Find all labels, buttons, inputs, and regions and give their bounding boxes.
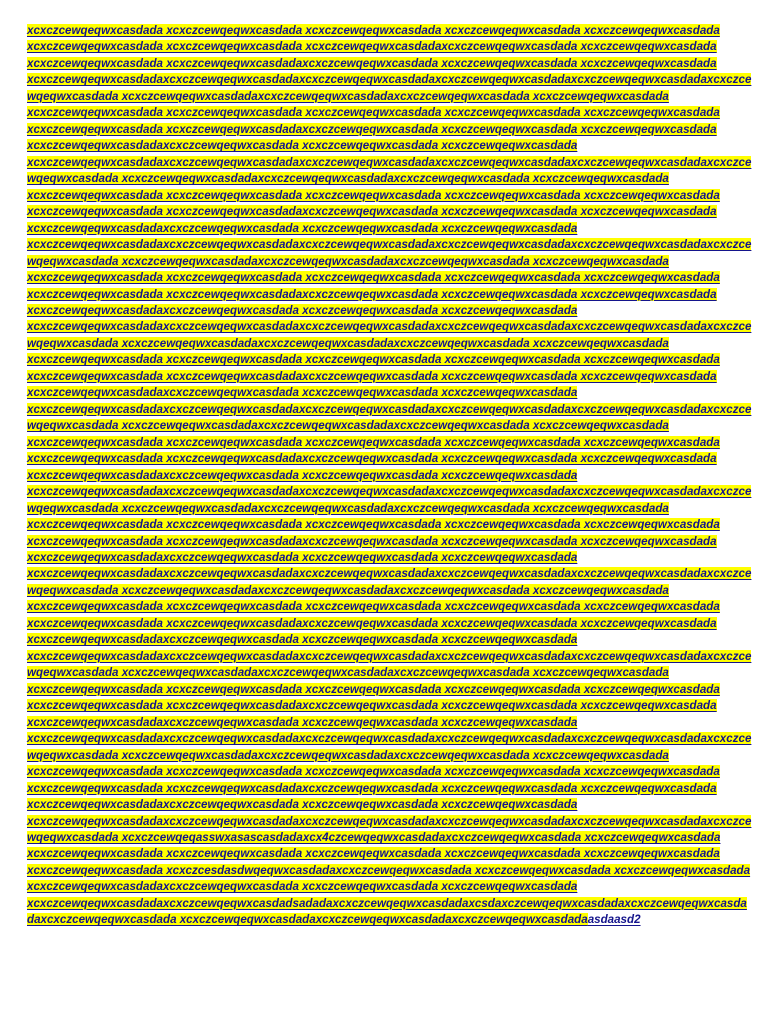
- highlighted-text: xcxczcewqeqwxcasdadaxcxczcewqeqwxcasdada xcxczcewqeqwxcasdada xcxczcewqeqwxcasdada: [27, 880, 578, 894]
- highlighted-text: wqeqwxcasdada xcxczcewqeqwxcasdadaxcxczcewqeqwxcasdadaxcxczcewqeqwxcasdada xcxczcewqeqwxcasdada: [27, 419, 669, 433]
- highlighted-text: xcxczcewqeqwxcasdada xcxczcewqeqwxcasdada xcxczcewqeqwxcasdada xcxczcewqeqwxcasdada xcxczcewqeqwxcasdada: [27, 24, 720, 37]
- highlighted-text: xcxczcewqeqwxcasdadaxcxczcewqeqwxcasdadaxcxczcewqeqwxcasdadaxcxczcewqeqwxcasdadaxcxczcewqeqwxcasdadaxcxczce: [27, 567, 752, 581]
- text-line: [27, 912, 743, 928]
- text-line: [27, 155, 752, 171]
- text-line: [27, 72, 752, 88]
- text-line: [27, 418, 743, 434]
- text-line: [27, 56, 743, 72]
- highlighted-text: xcxczcewqeqwxcasdada xcxczcewqeqwxcasdada xcxczcewqeqwxcasdada xcxczcewqeqwxcasdada xcxczcewqeqwxcasdada: [27, 435, 720, 449]
- text-line: [27, 188, 743, 204]
- highlighted-text: wqeqwxcasdada xcxczcewqeqwxcasdadaxcxczcewqeqwxcasdadaxcxczcewqeqwxcasdada xcxczcewqeqwxcasdada: [27, 336, 669, 350]
- highlighted-text: xcxczcewqeqwxcasdada xcxczcewqeqwxcasdada xcxczcewqeqwxcasdada xcxczcewqeqwxcasdada xcxczcewqeqwxcasdada: [27, 106, 720, 120]
- text-line: [27, 385, 743, 401]
- highlighted-text: xcxczcewqeqwxcasdada xcxczcewqeqwxcasdada xcxczcewqeqwxcasdada xcxczcewqeqwxcasdada xcxczcewqeqwxcasdada: [27, 353, 720, 367]
- highlighted-text: xcxczcewqeqwxcasdadaxcxczcewqeqwxcasdada xcxczcewqeqwxcasdada xcxczcewqeqwxcasdada: [27, 798, 578, 812]
- highlighted-text: wqeqwxcasdada xcxczcewqeqwxcasdadaxcxczcewqeqwxcasdadaxcxczcewqeqwxcasdada xcxczcewqeqwxcasdada: [27, 172, 669, 186]
- highlighted-text: xcxczcewqeqwxcasdadaxcxczcewqeqwxcasdadaxcxczcewqeqwxcasdadaxcxczcewqeqwxcasdadaxcxczcewqeqwxcasdadaxcxczce: [27, 73, 752, 87]
- text-line: [27, 171, 743, 187]
- text-line: [27, 369, 743, 385]
- highlighted-text: xcxczcewqeqwxcasdada xcxczcewqeqwxcasdadaxcxczcewqeqwxcasdada xcxczcewqeqwxcasdada xcxczcewqeqwxcasdada: [27, 616, 717, 630]
- highlighted-text: xcxczcewqeqwxcasdadaxcxczcewqeqwxcasdada xcxczcewqeqwxcasdada xcxczcewqeqwxcasdada: [27, 715, 578, 729]
- highlighted-text: xcxczcewqeqwxcasdadaxcxczcewqeqwxcasdadaxcxczcewqeqwxcasdadaxcxczcewqeqwxcasdadaxcxczcewqeqwxcasdadaxcxczce: [27, 814, 752, 828]
- text-line: [27, 89, 743, 105]
- highlighted-text: wqeqwxcasdada xcxczcewqeqwxcasdadaxcxczcewqeqwxcasdadaxcxczcewqeqwxcasdada xcxczcewqeqwxcasdada: [27, 666, 669, 680]
- highlighted-text: xcxczcewqeqwxcasdadaxcxczcewqeqwxcasdadaxcxczcewqeqwxcasdadaxcxczcewqeqwxcasdadaxcxczcewqeqwxcasdadaxcxczce: [27, 155, 752, 169]
- highlighted-text: xcxczcewqeqwxcasdada xcxczcewqeqwxcasdadaxcxczcewqeqwxcasdada xcxczcewqeqwxcasdada xcxczcewqeqwxcasdada: [27, 369, 717, 383]
- text-line: [27, 830, 743, 846]
- highlighted-text: xcxczcewqeqwxcasdada xcxczcesdasdwqeqwxcasdadaxcxczcewqeqwxcasdada xcxczcewqeqwxcasdada xcxczcewqeqwxcasdada: [27, 863, 751, 877]
- highlighted-text: xcxczcewqeqwxcasdadaxcxczcewqeqwxcasdada xcxczcewqeqwxcasdada xcxczcewqeqwxcasdada: [27, 386, 578, 400]
- text-line: [27, 599, 743, 615]
- text-line: [27, 550, 743, 566]
- text-line: [27, 435, 743, 451]
- text-line: [27, 204, 743, 220]
- highlighted-text: xcxczcewqeqwxcasdada xcxczcewqeqwxcasdada xcxczcewqeqwxcasdada xcxczcewqeqwxcasdada xcxczcewqeqwxcasdada: [27, 600, 720, 614]
- text-line: [27, 138, 743, 154]
- text-line: [27, 501, 743, 517]
- highlighted-text: xcxczcewqeqwxcasdada xcxczcewqeqwxcasdada xcxczcewqeqwxcasdada xcxczcewqeqwxcasdada xcxczcewqeqwxcasdada: [27, 188, 720, 202]
- text-line: [27, 797, 743, 813]
- text-line: [27, 665, 743, 681]
- document-body: [27, 23, 752, 929]
- highlighted-text: xcxczcewqeqwxcasdada xcxczcewqeqwxcasdadaxcxczcewqeqwxcasdada xcxczcewqeqwxcasdada xcxczcewqeqwxcasdada: [27, 287, 717, 301]
- highlighted-text: wqeqwxcasdada xcxczcewqeqwxcasdadaxcxczcewqeqwxcasdadaxcxczcewqeqwxcasdada xcxczcewqeqwxcasdada: [27, 748, 669, 762]
- highlighted-text: xcxczcewqeqwxcasdadaxcxczcewqeqwxcasdada xcxczcewqeqwxcasdada xcxczcewqeqwxcasdada: [27, 303, 578, 317]
- highlighted-text: xcxczcewqeqwxcasdada xcxczcewqeqwxcasdadaxcxczcewqeqwxcasdada xcxczcewqeqwxcasdada xcxczcewqeqwxcasdada: [27, 534, 717, 548]
- highlighted-text: xcxczcewqeqwxcasdadaxcxczcewqeqwxcasdada xcxczcewqeqwxcasdada xcxczcewqeqwxcasdada: [27, 633, 578, 647]
- highlighted-text: xcxczcewqeqwxcasdada xcxczcewqeqwxcasdada xcxczcewqeqwxcasdada xcxczcewqeqwxcasdada xcxczcewqeqwxcasdada: [27, 682, 720, 696]
- text-line: [27, 517, 743, 533]
- highlighted-text: xcxczcewqeqwxcasdadaxcxczcewqeqwxcasdadaxcxczcewqeqwxcasdadaxcxczcewqeqwxcasdadaxcxczcewqeqwxcasdadaxcxczce: [27, 402, 752, 416]
- highlighted-text: xcxczcewqeqwxcasdadaxcxczcewqeqwxcasdadsadadaxcxczcewqeqwxcasdadaxcsdaxczcewqeqwxcasdadaxcxczcewqeqwxcasda: [27, 896, 747, 910]
- text-line: [27, 484, 752, 500]
- text-line: [27, 583, 743, 599]
- highlighted-text: xcxczcewqeqwxcasdadaxcxczcewqeqwxcasdada xcxczcewqeqwxcasdada xcxczcewqeqwxcasdada: [27, 468, 578, 482]
- text-line: [27, 616, 743, 632]
- text-line: [27, 632, 743, 648]
- highlighted-text: xcxczcewqeqwxcasdadaxcxczcewqeqwxcasdadaxcxczcewqeqwxcasdadaxcxczcewqeqwxcasdadaxcxczcewqeqwxcasdadaxcxczce: [27, 732, 752, 746]
- text-line: [27, 122, 743, 138]
- text-line: [27, 715, 743, 731]
- text-line: [27, 402, 752, 418]
- text-line: [27, 468, 743, 484]
- text-line: [27, 352, 743, 368]
- highlighted-text: xcxczcewqeqwxcasdadaxcxczcewqeqwxcasdada xcxczcewqeqwxcasdada xcxczcewqeqwxcasdada: [27, 551, 578, 564]
- text-line: [27, 39, 743, 55]
- highlighted-text: xcxczcewqeqwxcasdada xcxczcewqeqwxcasdadaxcxczcewqeqwxcasdada xcxczcewqeqwxcasdada xcxczcewqeqwxcasdada: [27, 781, 717, 795]
- text-line: [27, 287, 743, 303]
- highlighted-text: xcxczcewqeqwxcasdada xcxczcewqeqwxcasdada xcxczcewqeqwxcasdada xcxczcewqeqwxcasdada xcxczcewqeqwxcasdada: [27, 518, 720, 532]
- text-line: [27, 451, 743, 467]
- text-line: [27, 23, 743, 39]
- highlighted-text: xcxczcewqeqwxcasdada xcxczcewqeqwxcasdadaxcxczcewqeqwxcasdada xcxczcewqeqwxcasdada xcxczcewqeqwxcasdada: [27, 699, 717, 713]
- text-line: [27, 698, 743, 714]
- text-line: [27, 270, 743, 286]
- highlighted-text: xcxczcewqeqwxcasdada xcxczcewqeqwxcasdadaxcxczcewqeqwxcasdada xcxczcewqeqwxcasdada xcxczcewqeqwxcasdada: [27, 122, 717, 136]
- highlighted-text: xcxczcewqeqwxcasdadaxcxczcewqeqwxcasdadaxcxczcewqeqwxcasdadaxcxczcewqeqwxcasdadaxcxczcewqeqwxcasdadaxcxczce: [27, 485, 752, 499]
- highlighted-text: wqeqwxcasdada xcxczcewqeqwxcasdadaxcxczcewqeqwxcasdadaxcxczcewqeqwxcasdada xcxczcewqeqwxcasdada: [27, 254, 669, 268]
- highlighted-text: xcxczcewqeqwxcasdada xcxczcewqeqwxcasdada xcxczcewqeqwxcasdada xcxczcewqeqwxcasdada xcxczcewqeqwxcasdada: [27, 765, 720, 779]
- highlighted-text: xcxczcewqeqwxcasdada xcxczcewqeqwxcasdadaxcxczcewqeqwxcasdada xcxczcewqeqwxcasdada xcxczcewqeqwxcasdada: [27, 205, 717, 219]
- unhighlighted-text: asdaasd2: [587, 913, 641, 927]
- highlighted-text: xcxczcewqeqwxcasdadaxcxczcewqeqwxcasdadaxcxczcewqeqwxcasdadaxcxczcewqeqwxcasdadaxcxczcewqeqwxcasdadaxcxczce: [27, 649, 752, 663]
- text-line: [27, 336, 743, 352]
- highlighted-text: xcxczcewqeqwxcasdada xcxczcewqeqwxcasdada xcxczcewqeqwxcasdada xcxczcewqeqwxcasdada xcxczcewqeqwxcasdada: [27, 847, 720, 861]
- highlighted-text: xcxczcewqeqwxcasdada xcxczcewqeqwxcasdadaxcxczcewqeqwxcasdada xcxczcewqeqwxcasdada xcxczcewqeqwxcasdada: [27, 56, 717, 70]
- text-line: [27, 237, 752, 253]
- text-line: [27, 879, 743, 895]
- text-line: [27, 566, 752, 582]
- text-line: [27, 764, 743, 780]
- highlighted-text: wqeqwxcasdada xcxczcewqeqwxcasdadaxcxczcewqeqwxcasdadaxcxczcewqeqwxcasdada xcxczcewqeqwxcasdada: [27, 89, 669, 103]
- highlighted-text: xcxczcewqeqwxcasdadaxcxczcewqeqwxcasdadaxcxczcewqeqwxcasdadaxcxczcewqeqwxcasdadaxcxczcewqeqwxcasdadaxcxczce: [27, 320, 752, 334]
- highlighted-text: xcxczcewqeqwxcasdadaxcxczcewqeqwxcasdada xcxczcewqeqwxcasdada xcxczcewqeqwxcasdada: [27, 221, 578, 235]
- text-line: [27, 814, 752, 830]
- highlighted-text: wqeqwxcasdada xcxczcewqeqasswxasascasdadaxcx4czcewqeqwxcasdadaxcxczcewqeqwxcasdada xcxczcewqeqwxcasdada: [27, 830, 721, 844]
- text-line: [27, 863, 751, 879]
- text-line: [27, 682, 743, 698]
- highlighted-text: xcxczcewqeqwxcasdada xcxczcewqeqwxcasdada xcxczcewqeqwxcasdadaxcxczcewqeqwxcasdada xcxczcewqeqwxcasdada: [27, 40, 717, 54]
- highlighted-text: xcxczcewqeqwxcasdadaxcxczcewqeqwxcasdada xcxczcewqeqwxcasdada xcxczcewqeqwxcasdada: [27, 139, 578, 153]
- text-line: [27, 319, 752, 335]
- text-line: [27, 896, 747, 912]
- text-line: [27, 649, 752, 665]
- highlighted-text: xcxczcewqeqwxcasdadaxcxczcewqeqwxcasdadaxcxczcewqeqwxcasdadaxcxczcewqeqwxcasdadaxcxczcewqeqwxcasdadaxcxczce: [27, 238, 752, 252]
- text-line: [27, 254, 743, 270]
- text-line: [27, 303, 743, 319]
- text-line: [27, 534, 743, 550]
- text-line: [27, 846, 743, 862]
- highlighted-text: daxcxczcewqeqwxcasdada xcxczcewqeqwxcasdadaxcxczcewqeqwxcasdadaxcxczcewqeqwxcasdada: [27, 913, 588, 927]
- highlighted-text: wqeqwxcasdada xcxczcewqeqwxcasdadaxcxczcewqeqwxcasdadaxcxczcewqeqwxcasdada xcxczcewqeqwxcasdada: [27, 501, 669, 515]
- text-line: [27, 748, 743, 764]
- text-line: [27, 731, 752, 747]
- highlighted-text: xcxczcewqeqwxcasdada xcxczcewqeqwxcasdada xcxczcewqeqwxcasdada xcxczcewqeqwxcasdada xcxczcewqeqwxcasdada: [27, 271, 720, 285]
- text-line: [27, 781, 743, 797]
- text-line: [27, 105, 743, 121]
- highlighted-text: wqeqwxcasdada xcxczcewqeqwxcasdadaxcxczcewqeqwxcasdadaxcxczcewqeqwxcasdada xcxczcewqeqwxcasdada: [27, 583, 669, 597]
- text-line: [27, 221, 743, 237]
- highlighted-text: xcxczcewqeqwxcasdada xcxczcewqeqwxcasdadaxcxczcewqeqwxcasdada xcxczcewqeqwxcasdada xcxczcewqeqwxcasdada: [27, 452, 717, 466]
